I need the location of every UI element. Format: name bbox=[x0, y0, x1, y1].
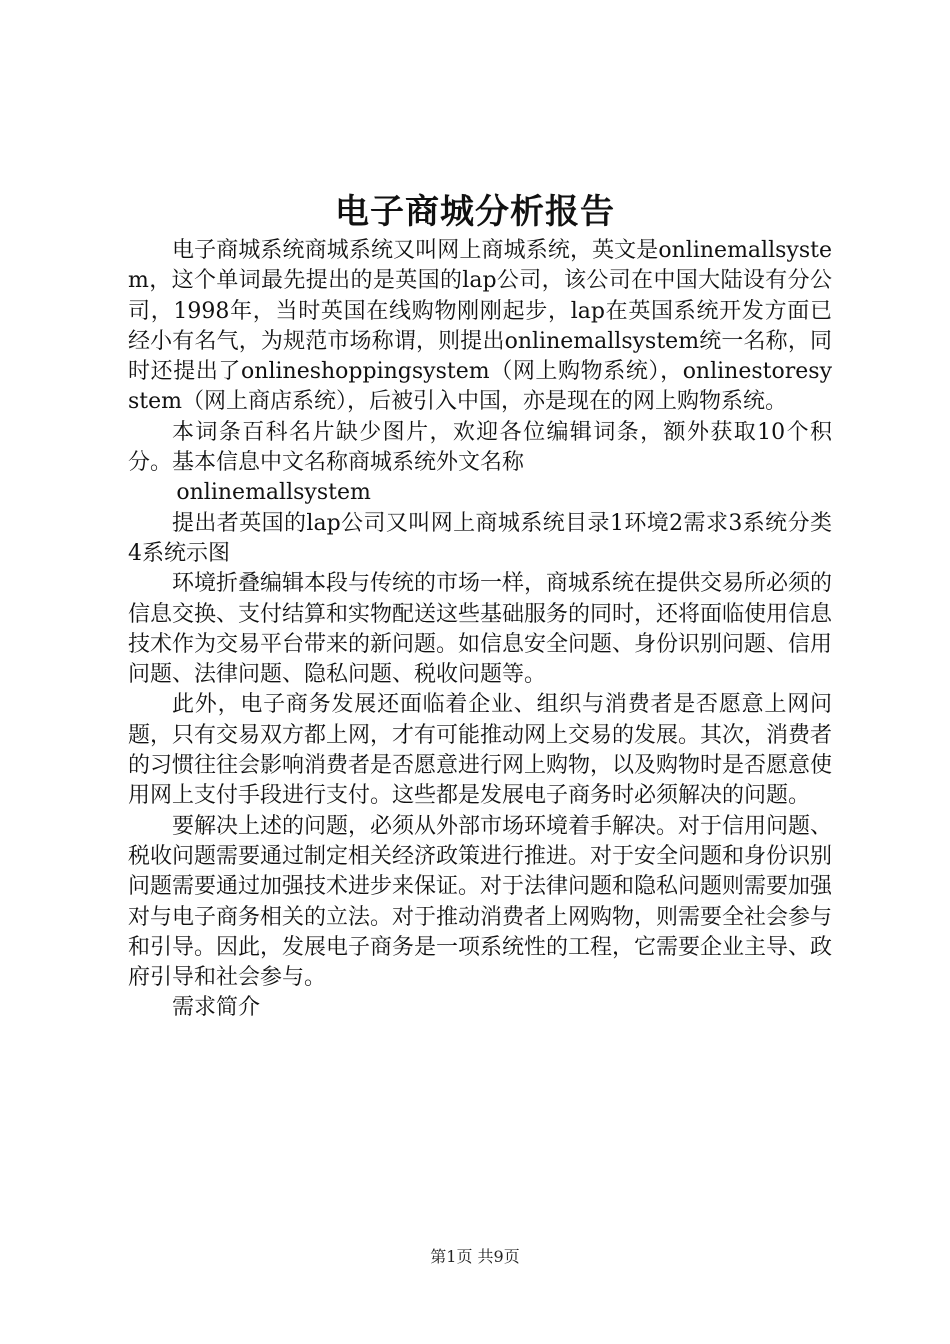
document-title: 电子商城分析报告 bbox=[335, 192, 615, 232]
page-footer: 第1页 共9页 bbox=[430, 1247, 520, 1266]
paragraph-requirements-heading: 需求简介 bbox=[172, 995, 261, 1021]
paragraph-intro: 电子商城系统商城系统又叫网上商城系统，英文是onlinemallsystem，这个单词最先提出的是英国的lap公司，该公司在中国大陆设有分公司，1998年，当时英国在线购物刚刚起步，lap在英国系统开发方面已经小有名气，为规范市场称谓，则提出onlinemallsystem统一名称，同时还提出了onlineshoppingsystem（网上购物系统），onlinestoresystem（网上商店系统），后被引入中国，亦是现在的网上购物系统。 bbox=[128, 238, 832, 415]
paragraph-environment: 环境折叠编辑本段与传统的市场一样，商城系统在提供交易所必须的信息交换、支付结算和实物配送这些基础服务的同时，还将面临使用信息技术作为交易平台带来的新问题。如信息安全问题、身份识别问题、信用问题、法律问题、隐私问题、税收问题等。 bbox=[128, 571, 833, 688]
paragraph-proposer: 提出者英国的lap公司又叫网上商城系统目录1环境2需求3系统分类4系统示图 bbox=[128, 510, 832, 566]
paragraph-solution: 要解决上述的问题，必须从外部市场环境着手解决。对于信用问题、税收问题需要通过制定相关经济政策进行推进。对于安全问题和身份识别问题需要通过加强技术进步来保证。对于法律问题和隐私问题则需要加强对与电子商务相关的立法。对于推动消费者上网购物，则需要全社会参与和引导。因此，发展电子商务是一项系统性的工程，它需要企业主导、政府引导和社会参与。 bbox=[128, 813, 833, 991]
document-body bbox=[128, 236, 832, 1024]
paragraph-development: 此外，电子商务发展还面临着企业、组织与消费者是否愿意上网问题，只有交易双方都上网，才有可能推动网上交易的发展。其次，消费者的习惯往往会影响消费者是否愿意进行网上购物，以及购物时是否愿意使用网上支付手段进行支付。这些都是发展电子商务时必须解决的问题。 bbox=[128, 692, 833, 809]
paragraph-wiki-note: 本词条百科名片缺少图片，欢迎各位编辑词条，额外获取10个积分。基本信息中文名称商城系统外文名称 bbox=[128, 419, 832, 476]
paragraph-english-name: onlinemallsystem bbox=[176, 480, 371, 506]
